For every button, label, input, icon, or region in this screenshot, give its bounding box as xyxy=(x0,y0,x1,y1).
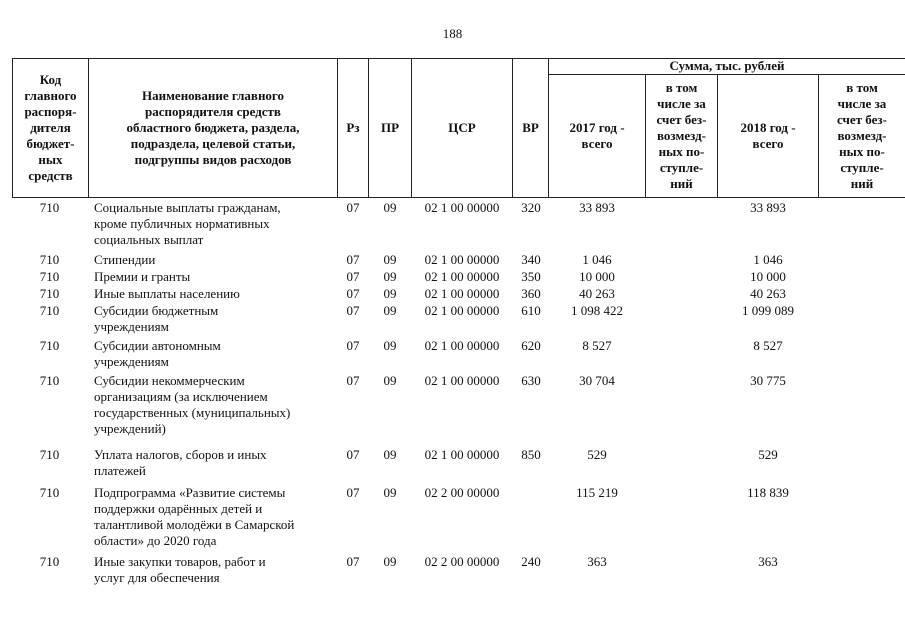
cell-code: 710 xyxy=(39,303,60,318)
cell-vr: 630 xyxy=(521,373,541,388)
cell-csr: 02 2 00 00000 xyxy=(424,485,500,500)
cell-vr: 620 xyxy=(521,338,541,353)
cell-rz: 07 xyxy=(346,286,360,301)
cell-total-2018: 40 263 xyxy=(750,286,786,301)
header-sum: Сумма, тыс. рублей xyxy=(669,58,785,73)
cell-rz: 07 xyxy=(346,373,360,388)
cell-total-2017: 529 xyxy=(587,447,607,462)
cell-rz: 07 xyxy=(346,338,360,353)
header-rz: Рз xyxy=(346,120,360,135)
cell-total-2017: 363 xyxy=(587,554,607,569)
cell-rz: 07 xyxy=(346,447,360,462)
cell-vr: 240 xyxy=(521,554,541,569)
header-code: Код главного распоря- дителя бюджет- ных средств xyxy=(24,72,77,183)
cell-rz: 07 xyxy=(346,485,360,500)
cell-rz: 07 xyxy=(346,303,360,318)
cell-pr: 09 xyxy=(383,200,397,215)
cell-code: 710 xyxy=(39,447,60,462)
cell-csr: 02 1 00 00000 xyxy=(424,373,500,388)
cell-csr: 02 1 00 00000 xyxy=(424,252,500,267)
cell-pr: 09 xyxy=(383,485,397,500)
cell-total-2017: 8 527 xyxy=(582,338,612,353)
cell-csr: 02 2 00 00000 xyxy=(424,554,500,569)
cell-total-2017: 115 219 xyxy=(576,485,618,500)
cell-vr: 610 xyxy=(521,303,541,318)
cell-pr: 09 xyxy=(383,373,397,388)
header-total-2018: 2018 год - всего xyxy=(740,120,796,151)
cell-name: Субсидии некоммерческим организациям (за исключением государственных (муниципальных) учреждений) xyxy=(94,373,291,436)
cell-name: Стипендии xyxy=(94,252,156,267)
cell-code: 710 xyxy=(39,485,60,500)
cell-total-2018: 118 839 xyxy=(747,485,789,500)
cell-name: Иные закупки товаров, работ и услуг для обеспечения xyxy=(94,554,266,585)
cell-total-2017: 10 000 xyxy=(579,269,615,284)
cell-rz: 07 xyxy=(346,554,360,569)
header-name: Наименование главного распорядителя средств областного бюджета, раздела, подраздела, целевой статьи, подгруппы видов расходов xyxy=(126,88,300,167)
table-header xyxy=(0,58,905,198)
cell-csr: 02 1 00 00000 xyxy=(424,303,500,318)
cell-vr: 340 xyxy=(521,252,541,267)
header-csr: ЦСР xyxy=(448,120,476,135)
header-free-2017: в том числе за счет без- возмезд- ных по- ступле- ний xyxy=(656,80,707,191)
cell-code: 710 xyxy=(39,373,60,388)
cell-total-2018: 363 xyxy=(758,554,778,569)
cell-name: Субсидии автономным учреждениям xyxy=(94,338,221,369)
cell-total-2017: 1 046 xyxy=(582,252,612,267)
cell-rz: 07 xyxy=(346,252,360,267)
cell-total-2017: 33 893 xyxy=(579,200,615,215)
cell-total-2018: 8 527 xyxy=(753,338,783,353)
cell-vr: 360 xyxy=(521,286,541,301)
cell-name: Премии и гранты xyxy=(94,269,191,284)
cell-total-2018: 10 000 xyxy=(750,269,786,284)
cell-vr: 850 xyxy=(521,447,541,462)
cell-code: 710 xyxy=(39,338,60,353)
header-pr: ПР xyxy=(380,120,400,135)
header-free-2018: в том числе за счет без- возмезд- ных по- ступле- ний xyxy=(837,80,887,191)
cell-total-2018: 529 xyxy=(758,447,778,462)
cell-pr: 09 xyxy=(383,269,397,284)
cell-vr: 320 xyxy=(521,200,541,215)
cell-vr: 350 xyxy=(521,269,541,284)
cell-total-2017: 1 098 422 xyxy=(571,303,623,318)
cell-total-2018: 1 046 xyxy=(753,252,783,267)
header-vr: ВР xyxy=(522,120,539,135)
cell-name: Субсидии бюджетным учреждениям xyxy=(94,303,219,334)
cell-name: Уплата налогов, сборов и иных платежей xyxy=(94,447,267,478)
cell-csr: 02 1 00 00000 xyxy=(424,286,500,301)
cell-csr: 02 1 00 00000 xyxy=(424,269,500,284)
cell-code: 710 xyxy=(39,286,60,301)
cell-name: Подпрограмма «Развитие системы поддержки одарённых детей и талантливой молодёжи в Самарской области» до 2020 года xyxy=(94,485,295,548)
cell-total-2018: 1 099 089 xyxy=(742,303,794,318)
header-total-2017: 2017 год - всего xyxy=(569,120,625,151)
cell-pr: 09 xyxy=(383,554,397,569)
cell-rz: 07 xyxy=(346,200,360,215)
cell-pr: 09 xyxy=(383,338,397,353)
cell-total-2017: 30 704 xyxy=(579,373,615,388)
cell-rz: 07 xyxy=(346,269,360,284)
cell-pr: 09 xyxy=(383,303,397,318)
cell-name: Иные выплаты населению xyxy=(94,286,240,301)
header-bottom-border xyxy=(12,197,905,198)
cell-csr: 02 1 00 00000 xyxy=(424,338,500,353)
cell-code: 710 xyxy=(39,269,60,284)
cell-csr: 02 1 00 00000 xyxy=(424,200,500,215)
cell-pr: 09 xyxy=(383,252,397,267)
cell-total-2018: 33 893 xyxy=(750,200,786,215)
cell-total-2018: 30 775 xyxy=(750,373,786,388)
cell-code: 710 xyxy=(39,554,60,569)
cell-csr: 02 1 00 00000 xyxy=(424,447,500,462)
cell-name: Социальные выплаты гражданам, кроме публичных нормативных социальных выплат xyxy=(94,200,281,247)
cell-code: 710 xyxy=(39,200,60,215)
page-number: 188 xyxy=(442,26,463,41)
cell-code: 710 xyxy=(39,252,60,267)
cell-total-2017: 40 263 xyxy=(579,286,615,301)
cell-pr: 09 xyxy=(383,447,397,462)
cell-pr: 09 xyxy=(383,286,397,301)
